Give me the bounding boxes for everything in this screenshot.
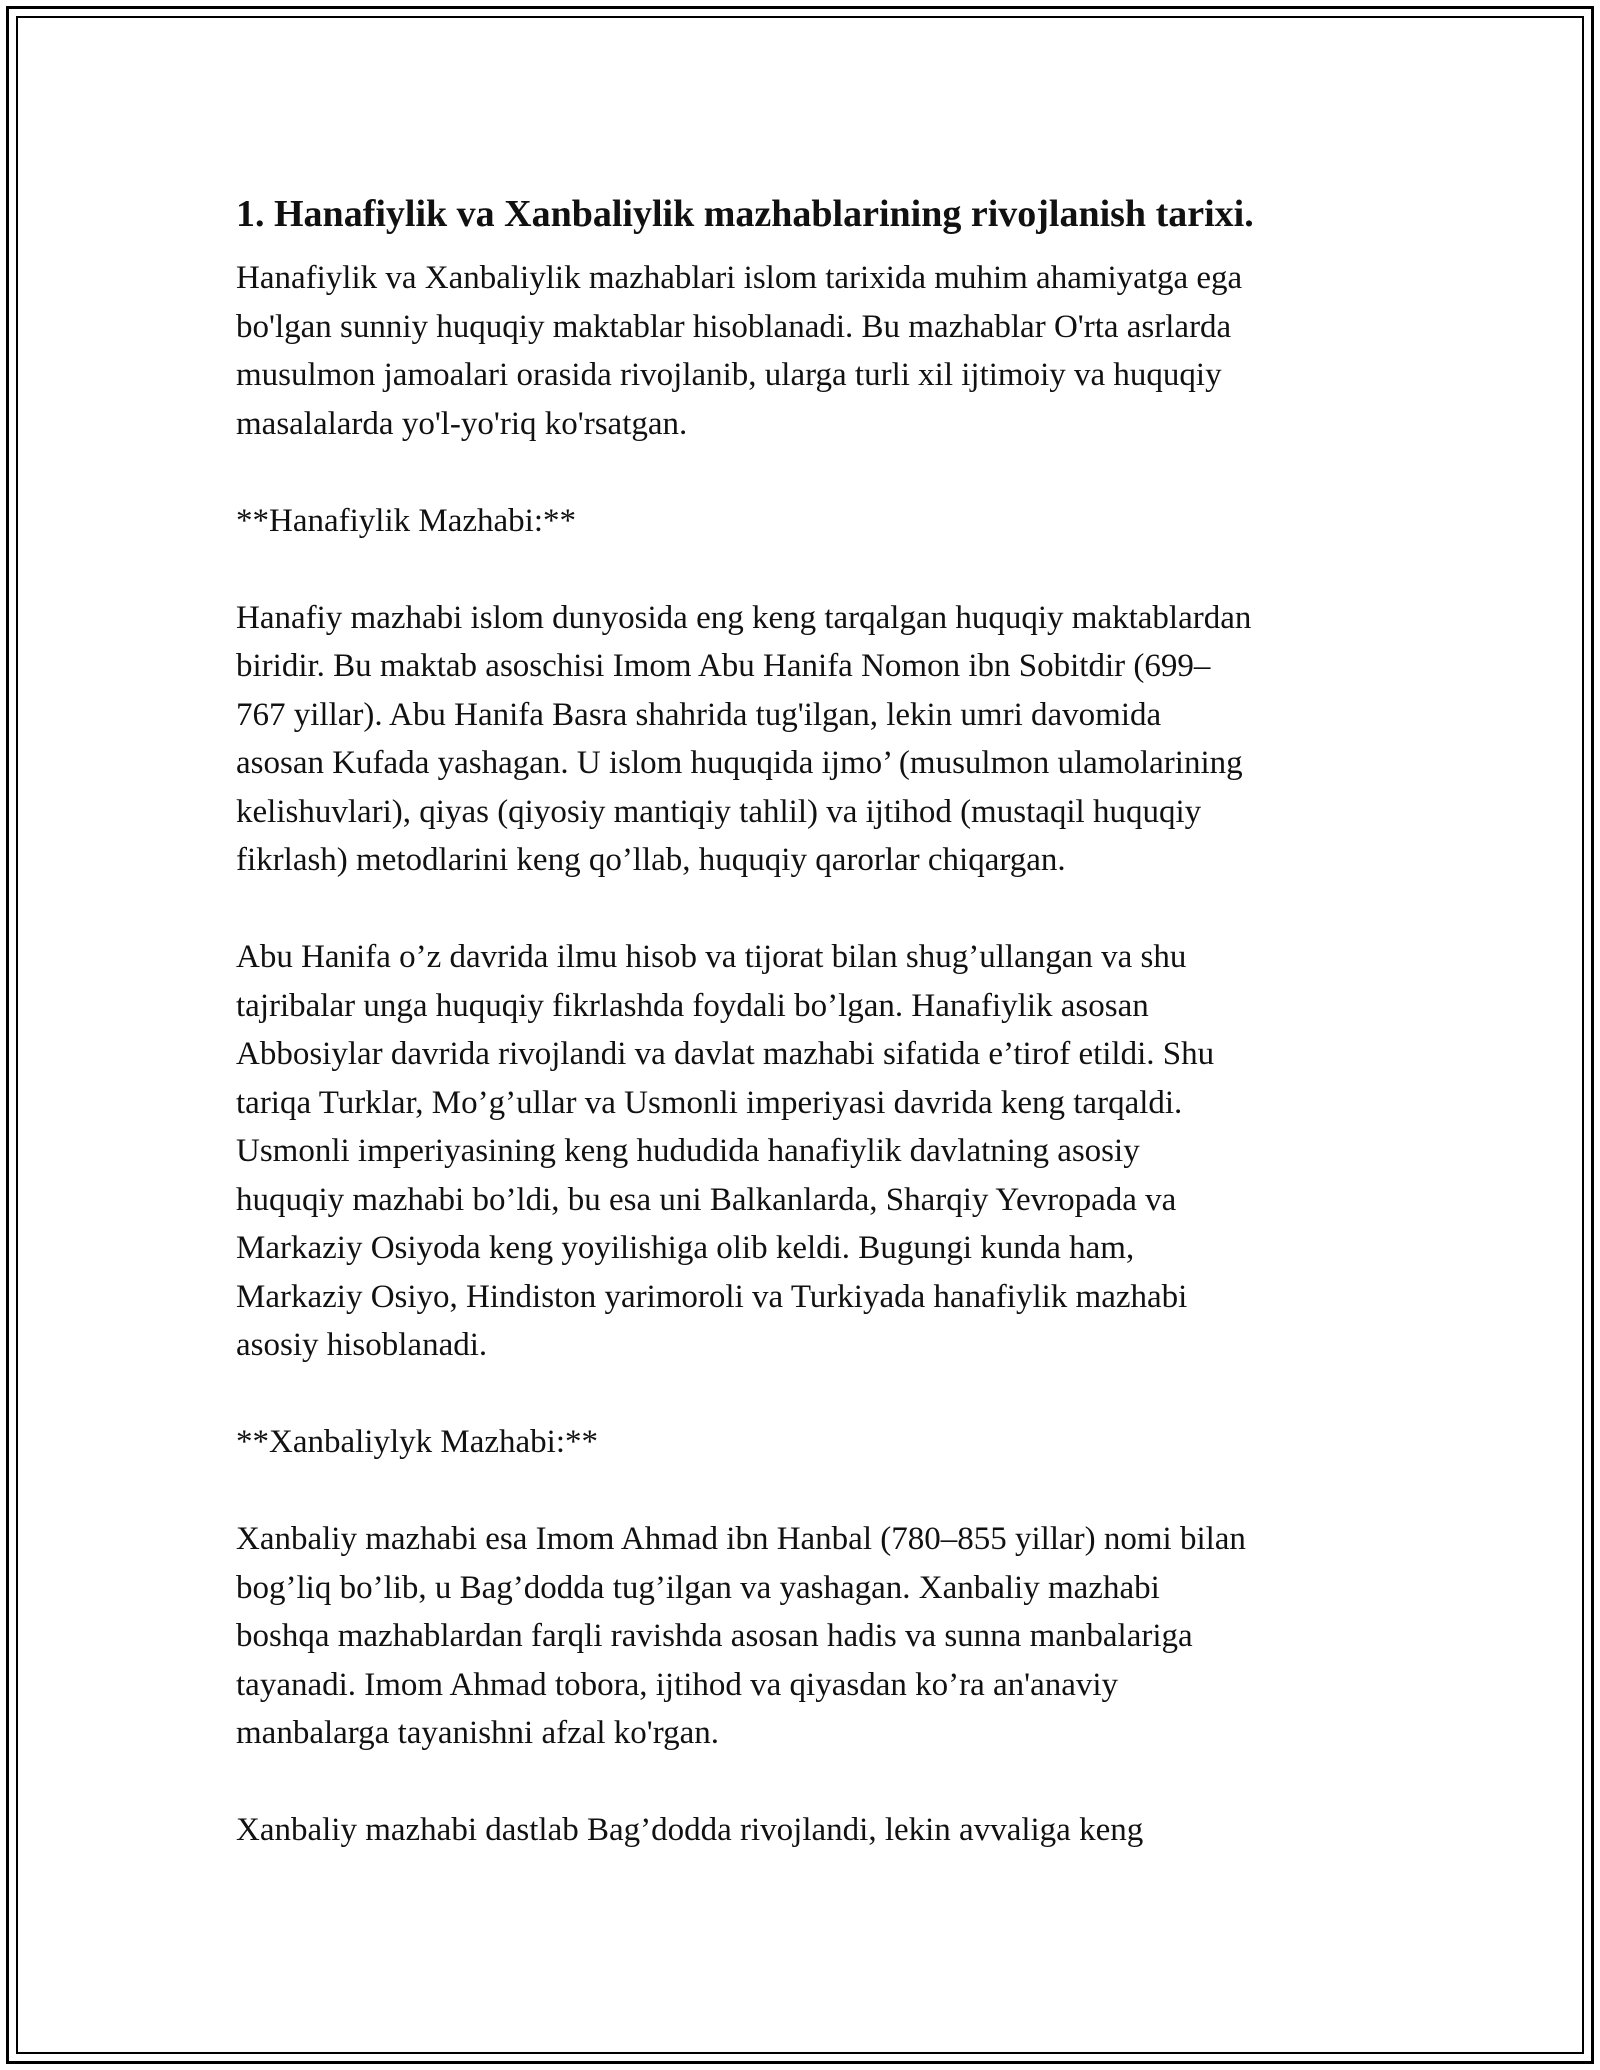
text-line: Hanafiy mazhabi islom dunyosida eng keng tarqalgan huquqiy maktablardan	[236, 599, 1252, 636]
paragraph-xanbaliy-origin	[236, 1515, 1396, 1758]
document-title: 1. Hanafiylik va Xanbaliylik mazhablarining rivojlanish tarixi.	[236, 193, 1254, 235]
text-line: tariqa Turklar, Mo’g’ullar va Usmonli imperiyasi davrida keng tarqaldi.	[236, 1084, 1183, 1121]
text-line: **Xanbaliylyk Mazhabi:**	[236, 1424, 599, 1460]
text-line: Markaziy Osiyo, Hindiston yarimoroli va Turkiyada hanafiylik mazhabi	[236, 1278, 1188, 1315]
text-line: tajribalar unga huquqiy fikrlashda foydali bo’lgan. Hanafiylik asosan	[236, 987, 1149, 1024]
text-line: bog’liq bo’lib, u Bag’dodda tug’ilgan va yashagan. Xanbaliy mazhabi	[236, 1569, 1160, 1606]
text-line: asosiy hisoblanadi.	[236, 1327, 488, 1363]
text-line: Xanbaliy mazhabi dastlab Bag’dodda rivojlandi, lekin avvaliga keng	[236, 1812, 1144, 1848]
section-heading-hanafiylik	[236, 497, 1396, 546]
text-line: tayanadi. Imom Ahmad tobora, ijtihod va qiyasdan ko’ra an'anaviy	[236, 1666, 1119, 1703]
text-line: kelishuvlari), qiyas (qiyosiy mantiqiy tahlil) va ijtihod (mustaqil huquqiy	[236, 793, 1202, 830]
text-line: **Hanafiylik Mazhabi:**	[236, 502, 576, 539]
text-line: masalalarda yo'l-yo'riq ko'rsatgan.	[236, 405, 688, 442]
text-line: asosan Kufada yashagan. U islom huquqida ijmo’ (musulmon ulamolarining	[236, 745, 1243, 781]
text-line: Usmonli imperiyasining keng hududida hanafiylik davlatning asosiy	[236, 1133, 1140, 1169]
document-page	[236, 186, 1396, 1903]
paragraph-hanafiy-spread	[236, 933, 1396, 1370]
section-heading-xanbaliylik	[236, 1418, 1396, 1467]
text-line: 767 yillar). Abu Hanifa Basra shahrida tug'ilgan, lekin umri davomida	[236, 696, 1162, 733]
text-line: Markaziy Osiyoda keng yoyilishiga olib keldi. Bugungi kunda ham,	[236, 1230, 1135, 1266]
text-line: boshqa mazhablardan farqli ravishda asosan hadis va sunna manbalariga	[236, 1618, 1193, 1654]
text-line: fikrlash) metodlarini keng qo’llab, huquqiy qarorlar chiqargan.	[236, 842, 1066, 878]
paragraph-intro	[236, 254, 1396, 448]
text-line: manbalarga tayanishni afzal ko'rgan.	[236, 1715, 720, 1751]
text-line: Abu Hanifa o’z davrida ilmu hisob va tijorat bilan shug’ullangan va shu	[236, 939, 1187, 975]
text-line: bo'lgan sunniy huquqiy maktablar hisoblanadi. Bu mazhablar O'rta asrlarda	[236, 308, 1232, 345]
text-line: Xanbaliy mazhabi esa Imom Ahmad ibn Hanbal (780–855 yillar) nomi bilan	[236, 1521, 1246, 1557]
paragraph-hanafiy-origin	[236, 594, 1396, 885]
text-line: musulmon jamoalari orasida rivojlanib, ularga turli xil ijtimoiy va huquqiy	[236, 357, 1222, 393]
text-line: Abbosiylar davrida rivojlandi va davlat mazhabi sifatida e’tirof etildi. Shu	[236, 1036, 1215, 1072]
paragraph-xanbaliy-spread	[236, 1806, 1396, 1855]
text-line: Hanafiylik va Xanbaliylik mazhablari islom tarixida muhim ahamiyatga ega	[236, 260, 1243, 296]
text-line: huquqiy mazhabi bo’ldi, bu esa uni Balkanlarda, Sharqiy Yevropada va	[236, 1181, 1177, 1218]
text-line: biridir. Bu maktab asoschisi Imom Abu Hanifa Nomon ibn Sobitdir (699–	[236, 648, 1211, 684]
